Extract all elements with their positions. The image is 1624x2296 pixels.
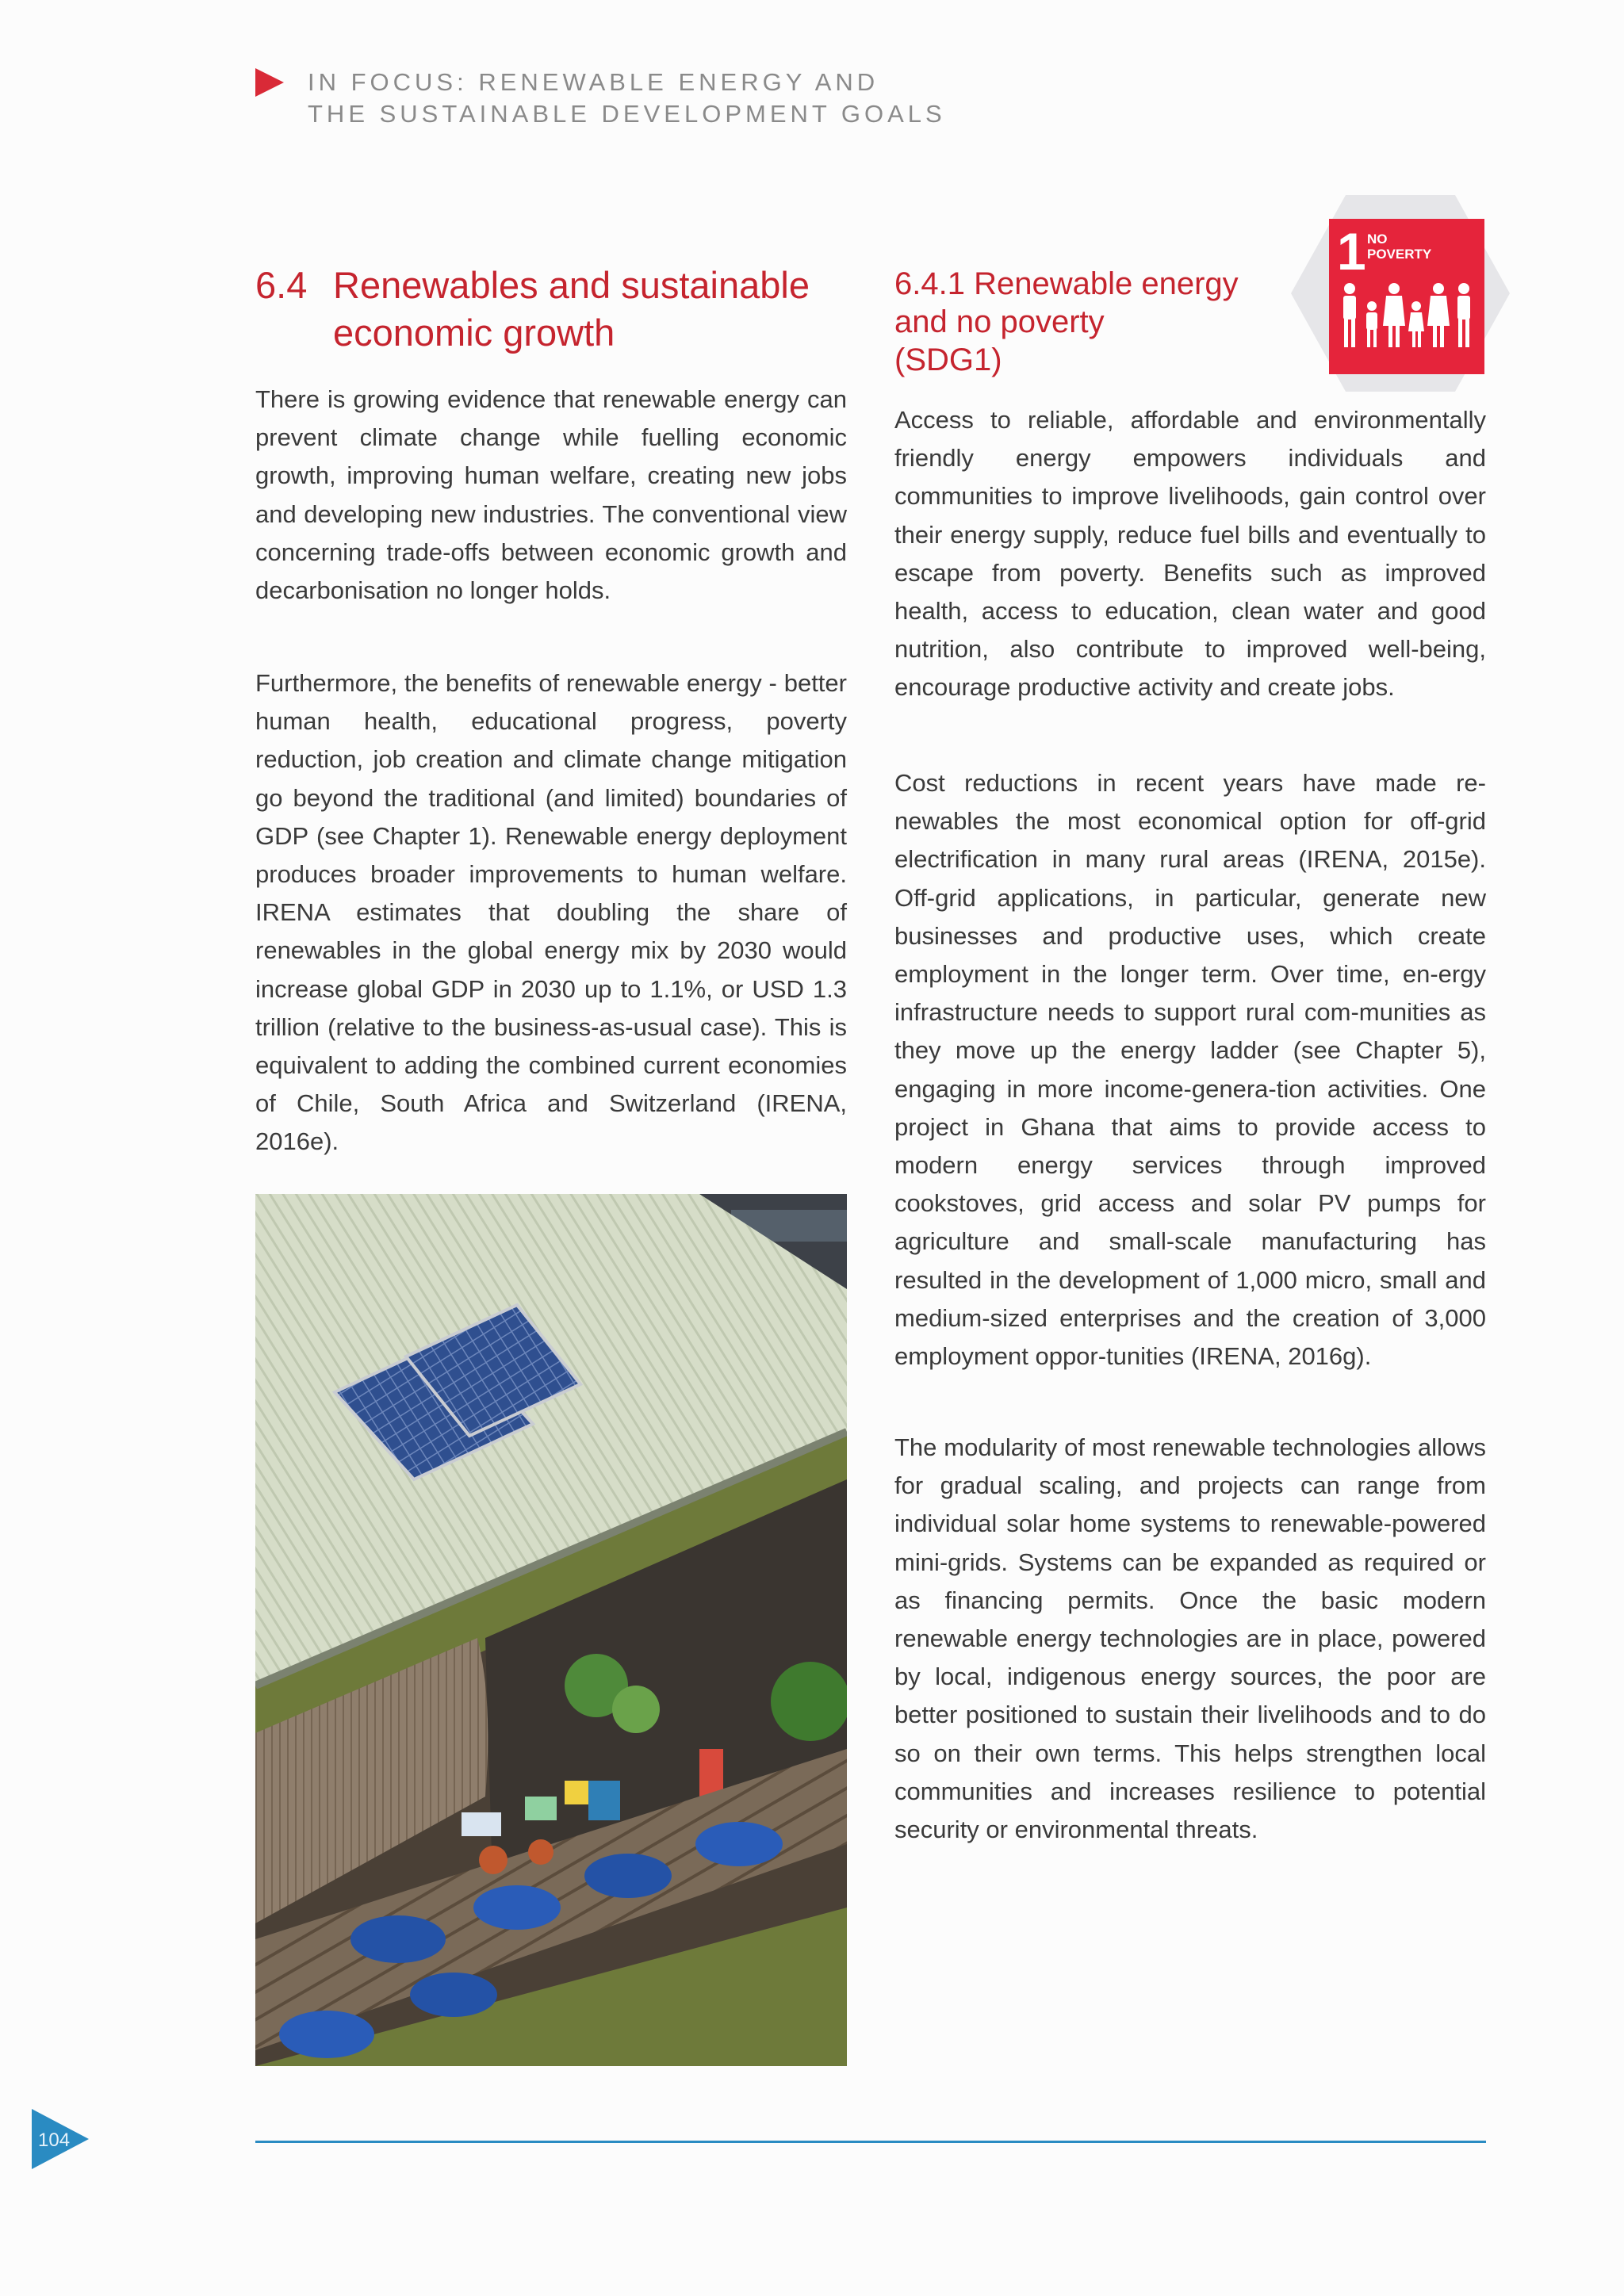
sdg-name-line-2: POVERTY [1367,247,1432,262]
paragraph-left-1: There is growing evidence that renewable energy can prevent climate change while fuelling economic growth, improving human welfare, creating new jobs and developing new industries. The conventional view concerning trade-offs between economic growth and decarbonisation no longer holds. [255,385,847,605]
family-icon [1340,282,1475,349]
subsection-title-line-3: (SDG1) [894,342,1002,377]
section-title-line-1: Renewables and sustainable [333,264,810,306]
paragraph-right-2: Cost reductions in recent years have made re-newables the most economical option for off-grid electrification in many rural areas (IRENA, 2015e). Off-grid applications, in particular, generate new businesses and productive uses, which create employment in the longer term. Over time, en-ergy infrastructure needs to support rural com-munities as they move up the energy ladder (see Chapter 5), engaging in more income-genera-tion activities. One project in Ghana that aims to provide access to modern energy services through improved cookstoves, grid access and solar PV pumps for agriculture and small-scale manufacturing has resulted in the development of 1,000 micro, small and medium-sized enterprises and the creation of 3,000 employment oppor-tunities (IRENA, 2016g). [894,769,1486,1371]
paragraph-right-1: Access to reliable, affordable and environmentally friendly energy empowers individuals and communities to improve livelihoods, gain control over their energy supply, reduce fuel bills and eventually to escape from poverty. Benefits such as improved health, access to education, clean water and good nutrition, also contribute to improved well-being, encourage productive activity and create jobs. [894,406,1486,702]
running-header-line-2: THE SUSTAINABLE DEVELOPMENT GOALS [308,100,946,128]
page-number: 104 [38,2130,71,2151]
section-title-line-2: economic growth [333,312,615,354]
running-header [308,67,946,130]
sdg-number: 1 [1337,222,1366,281]
subsection-title [894,265,1267,379]
section-number: 6.4 [255,264,308,306]
sdg-name [1367,232,1431,262]
paragraph-right-3: The modularity of most renewable technologies allows for gradual scaling, and projects can range from individual solar home systems to renewable-powered mini-grids. Systems can be expanded as required or as financing permits. Once the basic modern renewable energy technologies are in place, powered by local, indigenous energy sources, the poor are better positioned to sustain their livelihoods and to do so on their own terms. This helps strengthen local communities and increases resilience to potential security or environmental threats. [894,1433,1486,1844]
section-title-text [333,262,856,357]
solar-roof-photo [255,1194,847,2066]
paragraph-left-2: Furthermore, the benefits of renewable energy - better human health, educational progress, poverty reduction, job creation and climate change mitigation go beyond the traditional (and limited) boundaries of GDP (see Chapter 1). Renewable energy deployment produces broader improvements to human welfare. IRENA estimates that doubling the share of renewables in the global energy mix by 2030 would increase global GDP in 2030 up to 1.1%, or USD 1.3 trillion (relative to the business-as-usual case). This is equivalent to adding the combined current economies of Chile, South Africa and Switzerland (IRENA, 2016e). [255,669,847,1156]
sdg-name-line-1: NO [1367,232,1388,247]
footer-rule [255,2141,1486,2143]
subsection-title-line-1: 6.4.1 Renewable energy [894,266,1239,301]
running-header-line-1: IN FOCUS: RENEWABLE ENERGY AND [308,68,879,96]
subsection-title-line-2: and no poverty [894,304,1105,339]
header-arrow-icon [255,68,284,97]
